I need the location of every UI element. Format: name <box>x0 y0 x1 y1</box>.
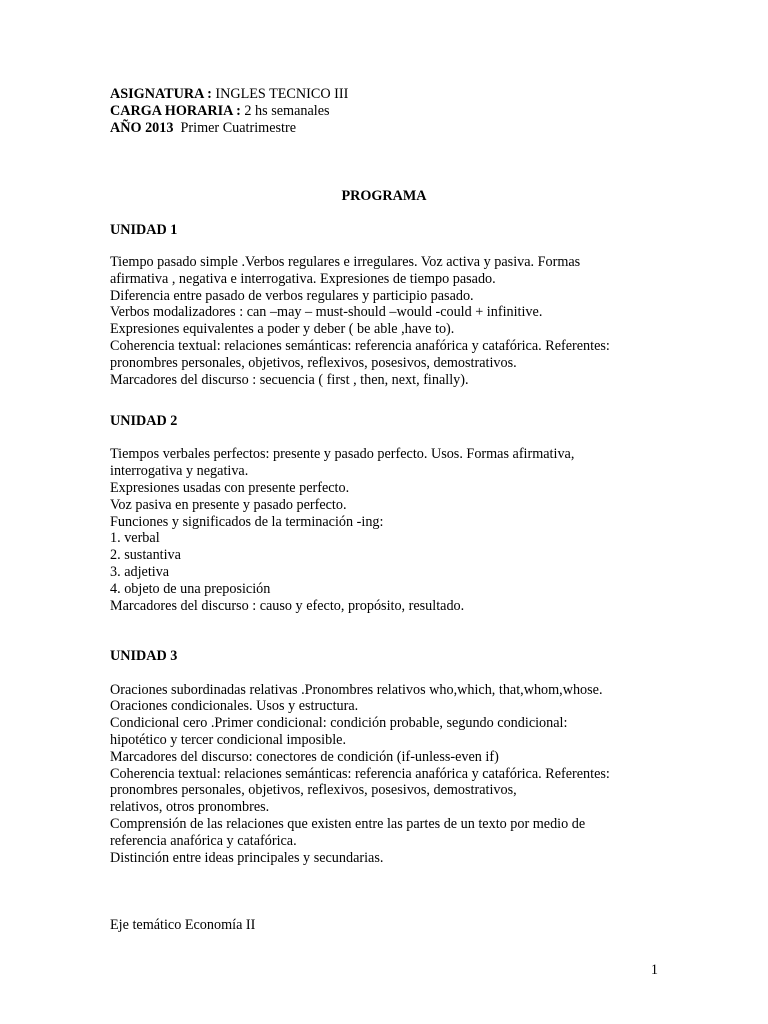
unidad1-line: Coherencia textual: relaciones semánticas: referencia anafórica y catafórica. Referentes: <box>110 338 610 354</box>
unidad1-line: Tiempo pasado simple .Verbos regulares e irregulares. Voz activa y pasiva. Formas <box>110 254 581 270</box>
anio-line <box>110 120 296 137</box>
carga-horaria-label: CARGA HORARIA : <box>110 103 241 119</box>
unidad1-line: pronombres personales, objetivos, reflexivos, posesivos, demostrativos. <box>110 355 517 371</box>
anio-value: Primer Cuatrimestre <box>173 120 296 136</box>
asignatura-value: INGLES TECNICO III <box>211 86 349 102</box>
unidad2-heading: UNIDAD 2 <box>110 413 178 429</box>
page-title: PROGRAMA <box>341 188 427 204</box>
unidad3-line: Oraciones subordinadas relativas .Pronombres relativos who,which, that,whom,whose. <box>110 682 603 698</box>
anio-label: AÑO 2013 <box>110 120 174 136</box>
unidad3-line: Distinción entre ideas principales y secundarias. <box>110 850 384 866</box>
unidad2-line: Marcadores del discurso : causo y efecto, propósito, resultado. <box>110 598 465 614</box>
unidad1-line: Expresiones equivalentes a poder y deber ( be able ,have to). <box>110 321 455 337</box>
unidad2-line: Funciones y significados de la terminación -ing: <box>110 514 384 530</box>
page-number: 1 <box>650 962 658 978</box>
unidad1-line: Verbos modalizadores : can –may – must-should –would -could + infinitive. <box>110 304 543 320</box>
unidad2-list-item: 2. sustantiva <box>110 547 181 563</box>
unidad1-heading: UNIDAD 1 <box>110 222 178 238</box>
unidad2-list-item: 3. adjetiva <box>110 564 170 580</box>
asignatura-label: ASIGNATURA : <box>110 86 212 102</box>
unidad2-list-item: 4. objeto de una preposición <box>110 581 271 597</box>
carga-horaria-line <box>110 103 330 120</box>
unidad3-line: Oraciones condicionales. Usos y estructura. <box>110 698 359 714</box>
unidad2-line: Expresiones usadas con presente perfecto. <box>110 480 350 496</box>
unidad1-line: Marcadores del discurso : secuencia ( first , then, next, finally). <box>110 372 469 388</box>
unidad3-line: relativos, otros pronombres. <box>110 799 270 815</box>
unidad3-line: referencia anafórica y catafórica. <box>110 833 297 849</box>
unidad2-list-item: 1. verbal <box>110 530 160 546</box>
carga-horaria-value: 2 hs semanales <box>240 103 330 119</box>
unidad3-heading: UNIDAD 3 <box>110 648 178 664</box>
unidad3-line: hipotético y tercer condicional imposible. <box>110 732 346 748</box>
unidad2-line: interrogativa y negativa. <box>110 463 249 479</box>
unidad1-line: afirmativa , negativa e interrogativa. Expresiones de tiempo pasado. <box>110 271 496 287</box>
unidad3-line: Condicional cero .Primer condicional: condición probable, segundo condicional: <box>110 715 568 731</box>
eje-tematico-note: Eje temático Economía II <box>110 917 256 933</box>
unidad3-line: Coherencia textual: relaciones semánticas: referencia anafórica y catafórica. Referentes: <box>110 766 610 782</box>
unidad2-line: Voz pasiva en presente y pasado perfecto. <box>110 497 347 513</box>
asignatura-line <box>110 86 348 103</box>
unidad3-line: Comprensión de las relaciones que existen entre las partes de un texto por medio de <box>110 816 586 832</box>
unidad3-line: Marcadores del discurso: conectores de condición (if-unless-even if) <box>110 749 499 765</box>
unidad1-line: Diferencia entre pasado de verbos regulares y participio pasado. <box>110 288 474 304</box>
unidad2-line: Tiempos verbales perfectos: presente y pasado perfecto. Usos. Formas afirmativa, <box>110 446 575 462</box>
unidad3-line: pronombres personales, objetivos, reflexivos, posesivos, demostrativos, <box>110 782 517 798</box>
